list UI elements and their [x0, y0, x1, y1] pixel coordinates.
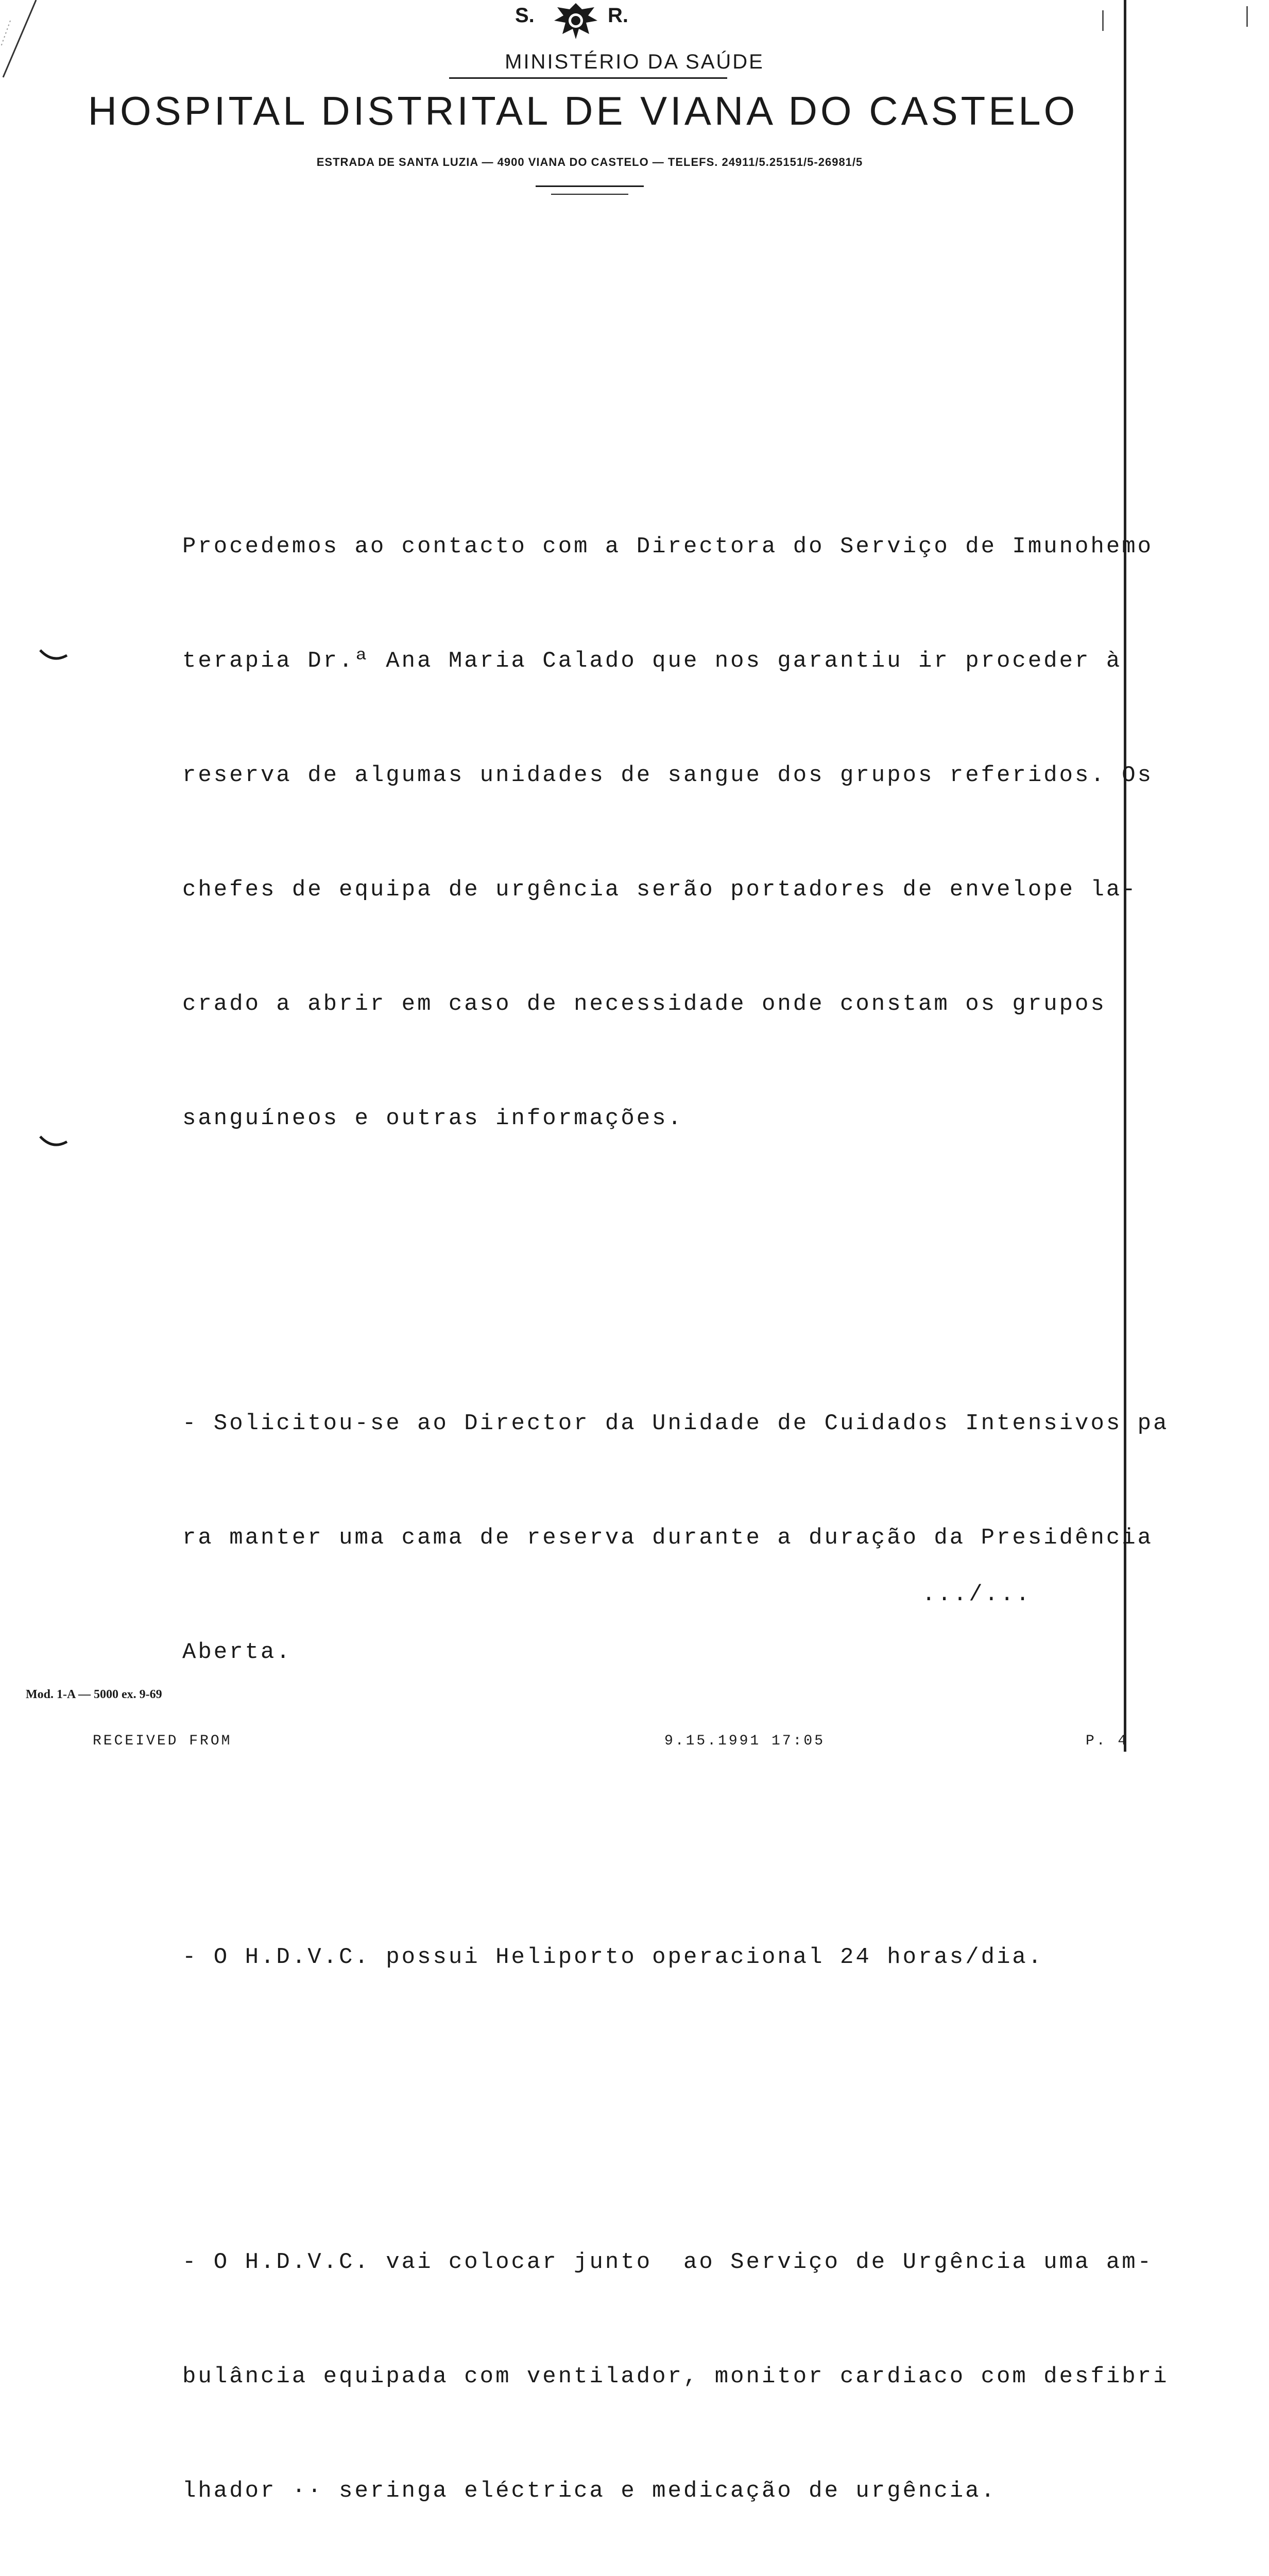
text-line: - O H.D.V.C. possui Heliporto operacional 24 horas/dia. [182, 1944, 1044, 1970]
paragraph-ambulance [182, 2167, 1212, 2576]
letterhead [0, 0, 1269, 216]
fax-received-from: RECEIVED FROM [93, 1733, 232, 1749]
hospital-address: ESTRADA DE SANTA LUZIA — 4900 VIANA DO CASTELO — TELEFS. 24911/5.25151/5-26981/5 [316, 156, 863, 168]
text-line: terapia Dr.ª Ana Maria Calado que nos garantiu ir proceder à [182, 648, 1122, 674]
scan-edge-line [0, 0, 41, 82]
punch-hole-mark [38, 1134, 69, 1150]
text-line: bulância equipada com ventilador, monitor cardiaco com desfibri [182, 2364, 1169, 2389]
hospital-name: HOSPITAL DISTRITAL DE VIANA DO CASTELO [88, 88, 1078, 133]
text-line: crado a abrir em caso de necessidade onde constam os grupos [182, 991, 1106, 1017]
text-line: Aberta. [182, 1639, 292, 1665]
paragraph-blood-reserve [182, 451, 1212, 1214]
s-mark: S. [515, 4, 535, 27]
ministry-underline [449, 77, 727, 79]
text-line: sanguíneos e outras informações. [182, 1106, 683, 1131]
text-line: chefes de equipa de urgência serão portadores de envelope la- [182, 877, 1138, 903]
address-rule [536, 185, 644, 187]
text-line: - Solicitou-se ao Director da Unidade de Cuidados Intensivos pa [182, 1411, 1169, 1436]
punch-hole-mark [38, 648, 69, 664]
r-mark: R. [608, 4, 628, 27]
text-line: Procedemos ao contacto com a Directora do Serviço de Imunohemo [182, 534, 1154, 560]
form-code: Mod. 1-A — 5000 ex. 9-69 [26, 1688, 162, 1701]
edge-mark [1102, 10, 1104, 31]
text-line: reserva de algumas unidades de sangue dos grupos referidos. Os [182, 762, 1154, 788]
fax-page-number: P. 4 [1086, 1733, 1129, 1749]
paragraph-heliport [182, 1862, 1212, 2053]
letter-body [182, 375, 1212, 2576]
edge-mark [1246, 6, 1248, 27]
text-line: ra manter uma cama de reserva durante a duração da Presidência [182, 1525, 1154, 1551]
text-line: lhador ·· seringa eléctrica e medicação de urgência. [182, 2478, 997, 2504]
address-rule [551, 194, 628, 195]
coat-of-arms-icon [550, 0, 602, 41]
paragraph-intensive-care [182, 1328, 1212, 1748]
continuation-mark: .../... [922, 1582, 1032, 1607]
text-line: - O H.D.V.C. vai colocar junto ao Serviço de Urgência uma am- [182, 2249, 1154, 2275]
fax-datetime: 9.15.1991 17:05 [664, 1733, 826, 1749]
ministry-name: MINISTÉRIO DA SAÚDE [505, 50, 764, 73]
